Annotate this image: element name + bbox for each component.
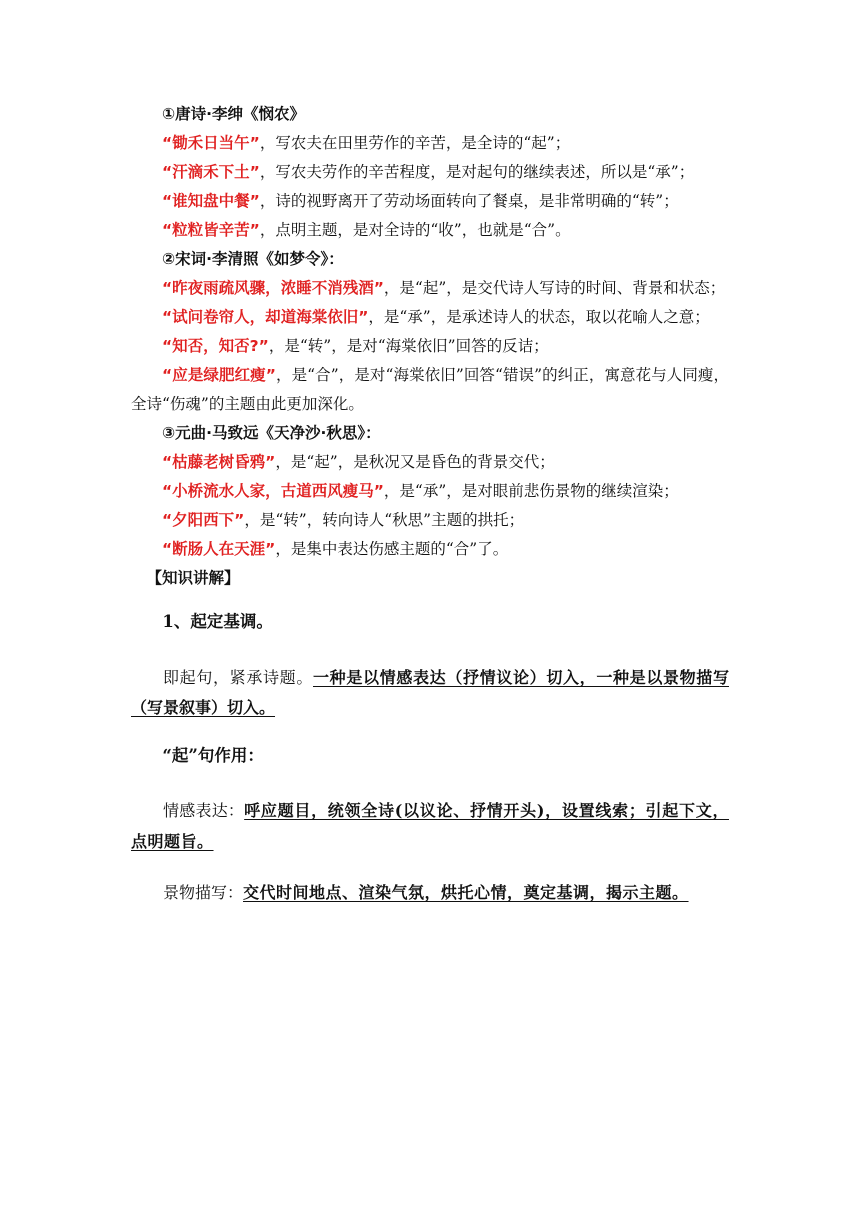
analysis-line — [131, 158, 729, 187]
scenery-label: 景物描写： — [163, 883, 244, 902]
section-title: 1、起定基调。 — [162, 612, 273, 631]
quote-text: “昨夜雨疏风骤，浓睡不消残酒” — [162, 279, 384, 297]
analysis-line — [131, 535, 729, 564]
quote-text: “知否，知否?” — [162, 337, 269, 355]
scenery-paragraph — [131, 877, 729, 908]
emotion-underlined: 呼应题目，统领全诗(以议论、抒情开头)，设置线索；引起下文，点明题旨。 — [131, 801, 729, 851]
quote-text: “应是绿肥红瘦” — [162, 366, 276, 384]
qi-function-title: “起”句作用： — [162, 746, 264, 765]
quote-text: “小桥流水人家，古道西风瘦马” — [162, 482, 384, 500]
poem-heading-2: ②宋词·李清照《如梦令》： — [162, 250, 344, 268]
analysis-text: ，是“转”，转向诗人“秋思”主题的拱托； — [244, 511, 525, 529]
analysis-text: ，是“承”，是承述诗人的状态，取以花喻人之意； — [368, 308, 710, 326]
analysis-line — [131, 187, 729, 216]
knowledge-title: 【知识讲解】 — [146, 569, 240, 587]
analysis-text: ，诗的视野离开了劳动场面转向了餐桌，是非常明确的“转”； — [259, 192, 679, 210]
analysis-line — [131, 506, 729, 535]
quote-text: “谁知盘中餐” — [162, 192, 260, 210]
document-content — [131, 100, 729, 908]
analysis-text: ，是“合”，是对“海棠依旧”回答“错误”的纠正，寓意花与人同瘦，全诗“伤魂”的主题由此更加深化。 — [131, 366, 730, 413]
analysis-line — [131, 448, 729, 477]
quote-text: “夕阳西下” — [162, 511, 245, 529]
quote-text: “枯藤老树昏鸦” — [162, 453, 276, 471]
poem-heading-1: ①唐诗·李绅《悯农》 — [162, 105, 306, 123]
analysis-line — [131, 361, 729, 419]
emotion-paragraph — [131, 795, 729, 857]
quote-text: “断肠人在天涯” — [162, 540, 276, 558]
analysis-text: ，是“起”，是交代诗人写诗的时间、背景和状态； — [383, 279, 726, 297]
analysis-line — [131, 129, 729, 158]
analysis-text: ，是集中表达伤感主题的“合”了。 — [275, 540, 509, 558]
quote-text: “锄禾日当午” — [162, 134, 260, 152]
analysis-line — [131, 332, 729, 361]
intro-plain: 即起句，紧承诗题。 — [163, 668, 313, 687]
analysis-line — [131, 477, 729, 506]
quote-text: “试问卷帘人，却道海棠依旧” — [162, 308, 369, 326]
analysis-line — [131, 303, 729, 332]
scenery-underlined: 交代时间地点、渲染气氛，烘托心情，奠定基调，揭示主题。 — [243, 883, 689, 902]
analysis-text: ，是“承”，是对眼前悲伤景物的继续渲染； — [383, 482, 679, 500]
analysis-text: ，写农夫在田里劳作的辛苦，是全诗的“起”； — [259, 134, 571, 152]
quote-text: “粒粒皆辛苦” — [162, 221, 260, 239]
analysis-line — [131, 216, 729, 245]
poem-heading-3: ③元曲·马致远《天净沙·秋思》： — [162, 424, 381, 442]
analysis-line — [131, 274, 729, 303]
emotion-label: 情感表达： — [163, 801, 245, 820]
analysis-text: ，是“起”，是秋况又是昏色的背景交代； — [275, 453, 555, 471]
analysis-text: ，点明主题，是对全诗的“收”，也就是“合”。 — [259, 221, 571, 239]
intro-paragraph — [131, 663, 729, 723]
analysis-text: ，是“转”，是对“海棠依旧”回答的反诘； — [268, 337, 549, 355]
analysis-text: ，写农夫劳作的辛苦程度，是对起句的继续表述，所以是“承”； — [259, 163, 695, 181]
quote-text: “汗滴禾下土” — [162, 163, 260, 181]
intro-underlined: 一种是以情感表达（抒情议论）切入，一种是以景物描写（写景叙事）切入。 — [131, 668, 729, 717]
